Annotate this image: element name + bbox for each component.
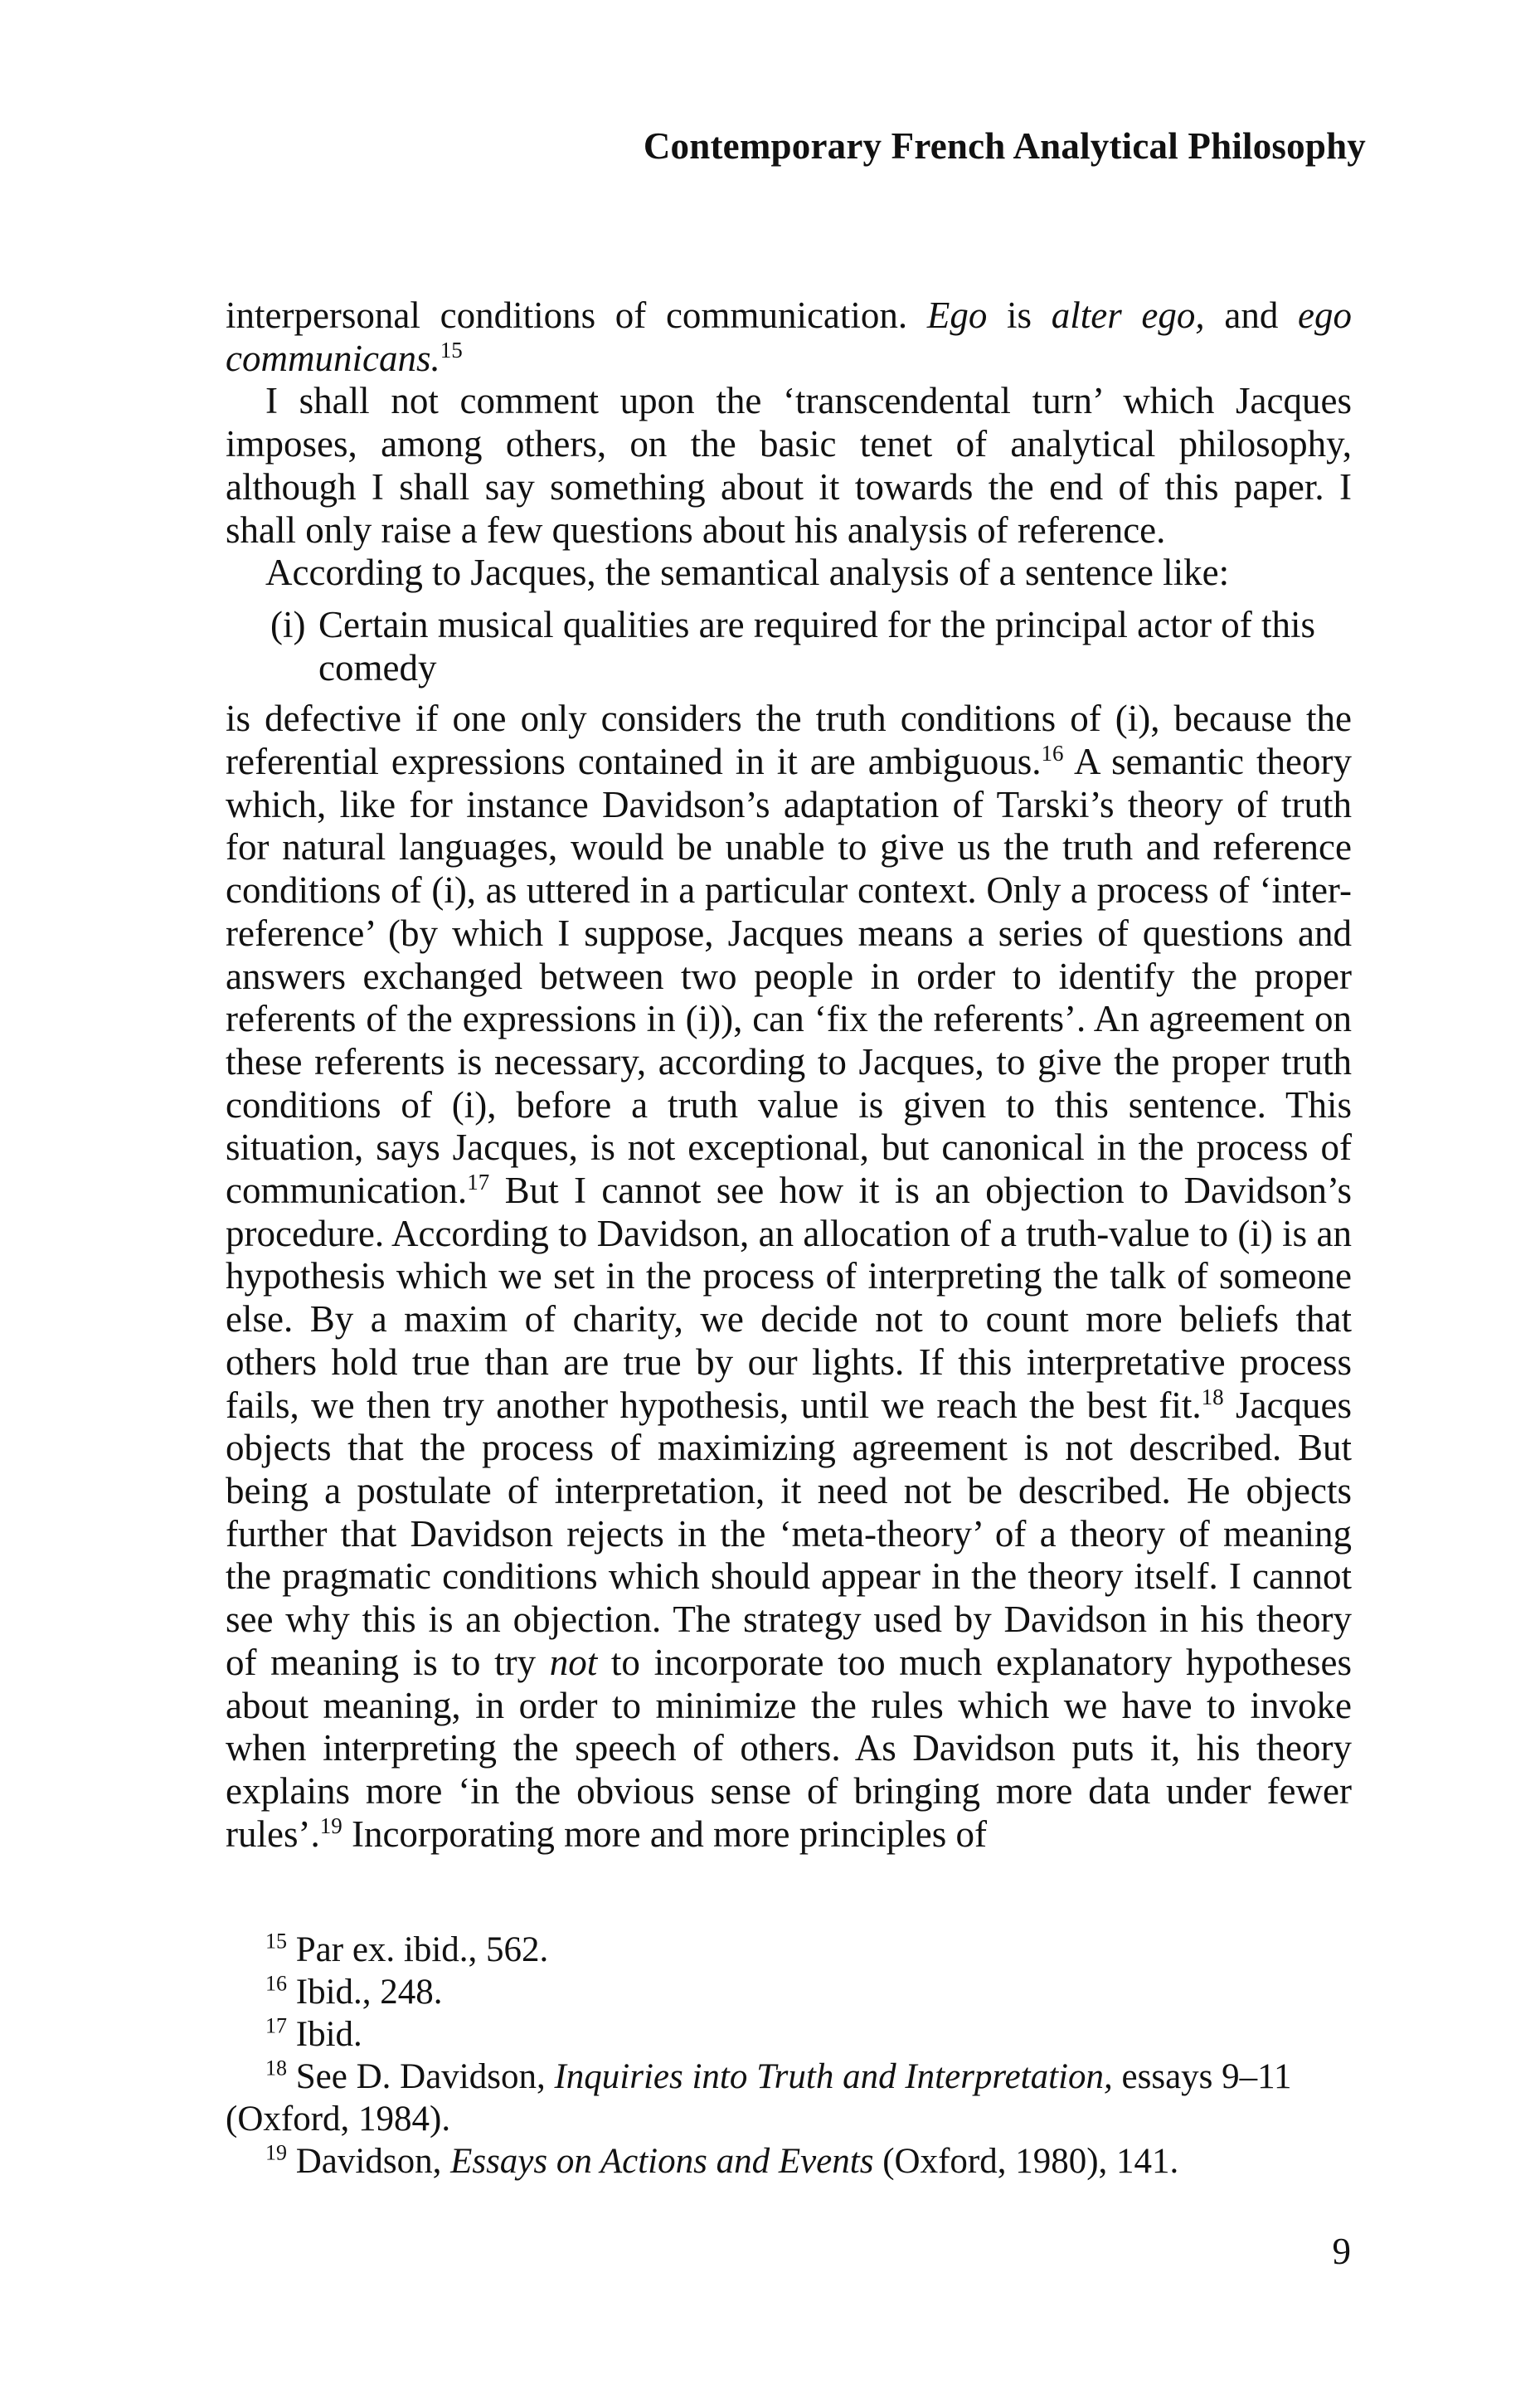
italic-term: alter ego, <box>1051 294 1205 336</box>
example-text: Certain musical qualities are required for the principal actor of this comedy <box>318 603 1316 689</box>
footnote-17 <box>226 2013 1352 2056</box>
text-span: But I cannot see how it is an objection to Davidson’s procedure. According to Davidson, an allocation of a truth-value to (i) is an hypothesis which we set in the process of interpreting the talk of someone else. By a maxim of charity, we decide not to count more beliefs that others hold true than are true by our lights. If this interpretative process fails, we then try another hypothesis, until we reach the best fit. <box>226 1170 1352 1426</box>
footnote-ref-19[interactable]: 19 <box>319 1813 342 1838</box>
text-span: Incorporating more and more principles of <box>342 1813 987 1855</box>
footnote-text: Par ex. ibid., 562. <box>295 1930 549 1969</box>
footnote-text: Ibid., 248. <box>295 1973 443 2012</box>
footnote-19 <box>226 2140 1352 2182</box>
footnote-text: Ibid. <box>295 2015 362 2054</box>
page-number: 9 <box>1332 2231 1351 2272</box>
footnote-18 <box>226 2056 1352 2140</box>
footnote-number: 18 <box>265 2056 287 2080</box>
example-sentence <box>270 604 1352 689</box>
footnote-number: 19 <box>265 2140 287 2165</box>
footnote-ref-16[interactable]: 16 <box>1041 741 1064 766</box>
text-span: is defective if one only considers the truth conditions of (i), because the referential expressions contained in it are ambiguous. <box>226 698 1352 783</box>
footnote-text: See D. Davidson, <box>295 2057 555 2096</box>
footnote-text: (Oxford, 1980), 141. <box>873 2142 1179 2181</box>
footnote-number: 16 <box>265 1971 287 1996</box>
paragraph-2: I shall not comment upon the ‘transcendental turn’ which Jacques imposes, among others, on the basic tenet of analytical philosophy, although I shall say something about it towards the end of this paper. I shall only raise a few questions about his analysis of reference. <box>226 380 1352 551</box>
paragraph-4 <box>226 698 1352 1856</box>
footnote-ref-18[interactable]: 18 <box>1201 1384 1224 1409</box>
italic-term: ego communicans. <box>226 294 1352 379</box>
example-label: (i) <box>270 603 306 645</box>
footnote-title: Inquiries into Truth and Interpretation, <box>554 2057 1113 2096</box>
text-span: and <box>1204 294 1299 336</box>
body-text <box>226 294 1352 1856</box>
footnote-15 <box>226 1929 1352 1971</box>
italic-term: Ego <box>926 294 988 336</box>
paragraph-1 <box>226 294 1352 380</box>
footnote-text: essays 9–11 (Oxford, 1984). <box>226 2057 1292 2139</box>
text-span: Jacques objects that the process of maximizing agreement is not described. But being a postulate of interpretation, it need not be described. He objects further that Davidson rejects in the ‘meta-theory’ of a theory of meaning the pragmatic conditions which should appear in the theory itself. I cannot see why this is an objection. The strategy used by Davidson in his theory of meaning is to try <box>226 1384 1352 1683</box>
text-span: to incorporate too much explanatory hypotheses about meaning, in order to minimize the rules which we have to invoke when interpreting the speech of others. As Davidson puts it, his theory explains more ‘in the obvious sense of bringing more data under fewer rules’. <box>226 1641 1352 1855</box>
italic-term: not <box>549 1641 598 1683</box>
text-span: interpersonal conditions of communication. <box>226 294 927 336</box>
paragraph-3: According to Jacques, the semantical analysis of a sentence like: <box>265 552 1230 594</box>
footnote-ref-15[interactable]: 15 <box>440 337 463 363</box>
footnote-text: Davidson, <box>295 2142 451 2181</box>
running-head: Contemporary French Analytical Philosophy <box>643 125 1366 167</box>
text-span: A semantic theory which, like for instance Davidson’s adaptation of Tarski’s theory of truth for natural languages, would be unable to give us the truth and reference conditions of (i), as uttered in a particular context. Only a process of ‘inter-reference’ (by which I suppose, Jacques means a series of questions and answers exchanged between two people in order to identify the proper referents of the expressions in (i)), can ‘fix the referents’. An agreement on these referents is necessary, according to Jacques, to give the proper truth conditions of (i), before a truth value is given to this sentence. This situation, says Jacques, is not exceptional, but canonical in the process of communication. <box>226 741 1352 1212</box>
footnotes <box>226 1929 1352 2182</box>
footnote-16 <box>226 1971 1352 2013</box>
footnote-ref-17[interactable]: 17 <box>467 1170 490 1195</box>
footnote-number: 17 <box>265 2013 287 2038</box>
text-span: is <box>987 294 1052 336</box>
footnote-title: Essays on Actions and Events <box>450 2142 874 2181</box>
footnote-number: 15 <box>265 1929 287 1954</box>
